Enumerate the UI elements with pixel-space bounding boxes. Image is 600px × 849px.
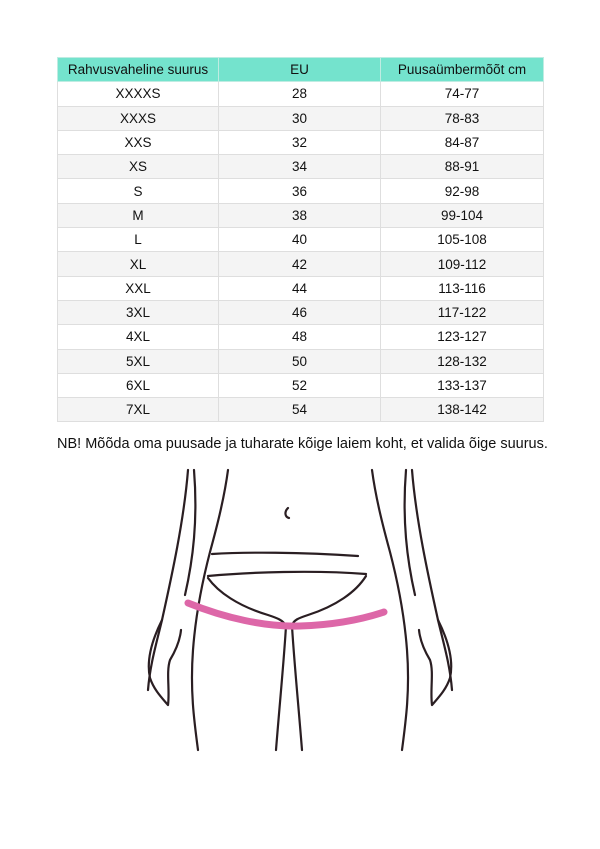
cell-eu-size: 32 [219,130,381,154]
table-row [58,373,544,397]
cell-international-size: M [58,203,219,227]
cell-eu-size: 30 [219,106,381,130]
cell-hip-circumference: 99-104 [381,203,544,227]
cell-eu-size: 28 [219,82,381,106]
cell-eu-size: 34 [219,155,381,179]
cell-hip-circumference: 117-122 [381,300,544,324]
cell-eu-size: 40 [219,228,381,252]
cell-international-size: XXXXS [58,82,219,106]
cell-international-size: S [58,179,219,203]
cell-hip-circumference: 105-108 [381,228,544,252]
cell-eu-size: 38 [219,203,381,227]
header-hip-circumference: Puusaümbermõõt cm [381,58,544,82]
briefs-top-band [208,572,366,576]
cell-international-size: 5XL [58,349,219,373]
cell-eu-size: 54 [219,398,381,422]
cell-hip-circumference: 138-142 [381,398,544,422]
cell-international-size: XS [58,155,219,179]
cell-international-size: XXXS [58,106,219,130]
cell-international-size: 4XL [58,325,219,349]
measurement-note: NB! Mõõda oma puusade ja tuharate kõige laiem koht, et valida õige suurus. [57,436,548,452]
table-row [58,252,544,276]
table-row [58,179,544,203]
left-inner-leg [276,626,286,750]
table-row [58,276,544,300]
table-row [58,155,544,179]
navel [285,508,289,518]
table-row [58,228,544,252]
table-row [58,398,544,422]
cell-international-size: L [58,228,219,252]
table-row [58,130,544,154]
cell-hip-circumference: 78-83 [381,106,544,130]
cell-eu-size: 46 [219,300,381,324]
cell-eu-size: 42 [219,252,381,276]
table-row [58,300,544,324]
right-body-contour [372,470,408,750]
right-inner-leg [292,626,302,750]
cell-international-size: 6XL [58,373,219,397]
table-row [58,203,544,227]
cell-hip-circumference: 109-112 [381,252,544,276]
cell-international-size: XL [58,252,219,276]
header-eu: EU [219,58,381,82]
cell-eu-size: 48 [219,325,381,349]
cell-hip-circumference: 123-127 [381,325,544,349]
cell-hip-circumference: 84-87 [381,130,544,154]
table-row [58,106,544,130]
cell-hip-circumference: 128-132 [381,349,544,373]
table-row [58,349,544,373]
left-arm-outer-line [148,470,188,690]
briefs-waistband [212,553,358,556]
table-row [58,82,544,106]
cell-international-size: 7XL [58,398,219,422]
hip-measurement-illustration [0,460,600,760]
table-body [58,82,544,422]
table-row [58,325,544,349]
right-arm-outer-line [412,470,452,690]
left-hand [149,620,181,705]
cell-international-size: XXL [58,276,219,300]
cell-hip-circumference: 74-77 [381,82,544,106]
cell-hip-circumference: 113-116 [381,276,544,300]
right-hand [419,620,451,705]
cell-eu-size: 36 [219,179,381,203]
cell-eu-size: 50 [219,349,381,373]
cell-international-size: 3XL [58,300,219,324]
hip-measurement-line [188,603,384,626]
cell-eu-size: 52 [219,373,381,397]
cell-hip-circumference: 133-137 [381,373,544,397]
header-international-size: Rahvusvaheline suurus [58,58,219,82]
size-chart-table [57,57,544,422]
cell-hip-circumference: 88-91 [381,155,544,179]
cell-international-size: XXS [58,130,219,154]
cell-hip-circumference: 92-98 [381,179,544,203]
cell-eu-size: 44 [219,276,381,300]
table-header-row [58,58,544,82]
